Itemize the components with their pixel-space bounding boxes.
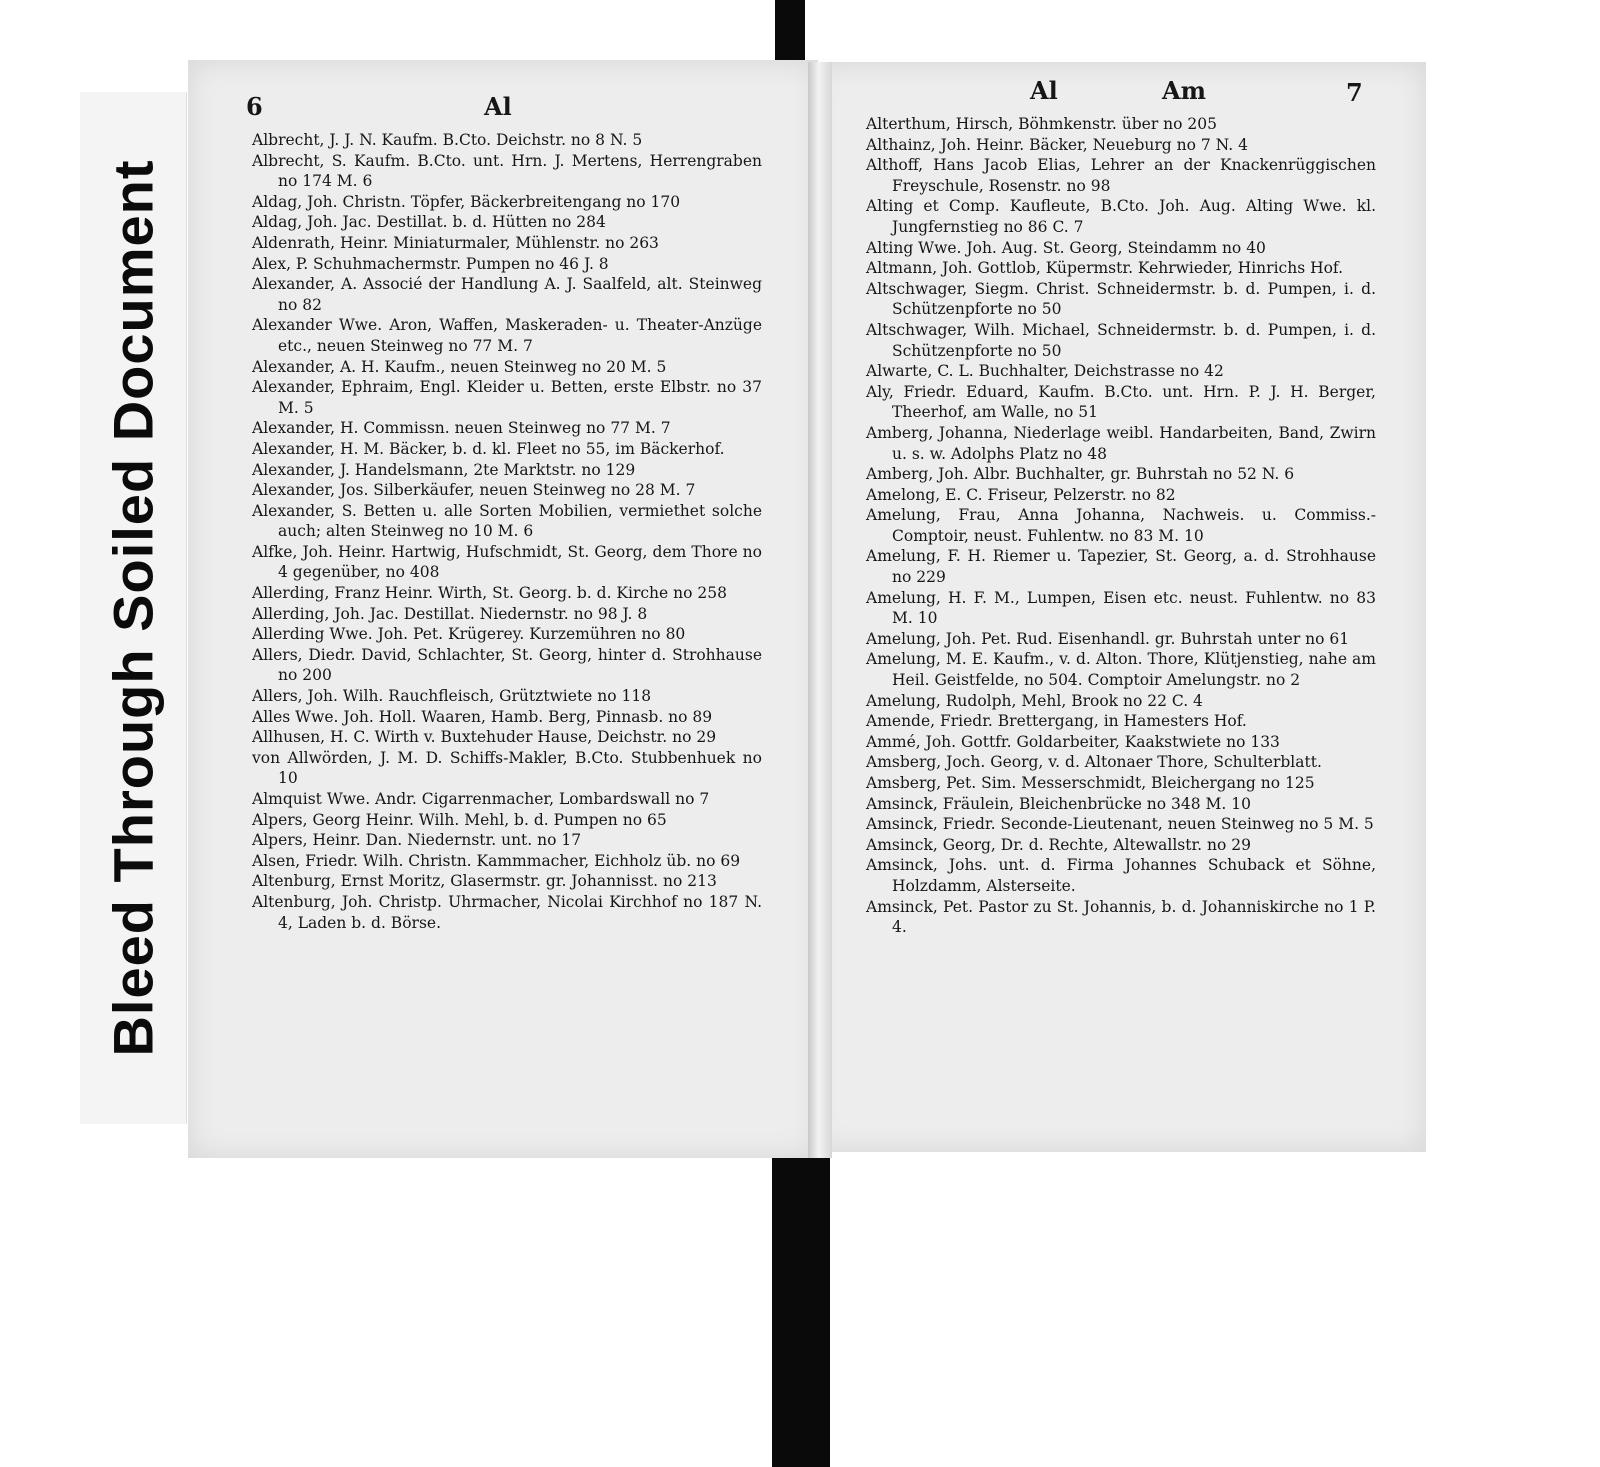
directory-entry: Amberg, Joh. Albr. Buchhalter, gr. Buhrstah no 52 N. 6 (866, 465, 1295, 484)
right-page-header-right: Am (1162, 76, 1207, 105)
directory-entry: Althainz, Joh. Heinr. Bäcker, Neueburg no 7 N. 4 (866, 135, 1248, 154)
directory-entry: Amelong, E. C. Friseur, Pelzerstr. no 82 (866, 485, 1176, 504)
directory-entry: von Allwörden, J. M. D. Schiffs-Makler, B.Cto. Stubbenhuek no 10 (252, 748, 762, 788)
directory-entry: Alterthum, Hirsch, Böhmkenstr. über no 205 (866, 115, 1217, 133)
directory-entry: Amsinck, Johs. unt. d. Firma Johannes Schuback et Söhne, Holzdamm, Alsterseite. (866, 856, 1376, 895)
directory-entry: Amelung, Joh. Pet. Rud. Eisenhandl. gr. Buhrstah unter no 61 (866, 629, 1350, 648)
directory-entry: Amelung, F. H. Riemer u. Tapezier, St. Georg, a. d. Strohhause no 229 (866, 547, 1376, 587)
directory-entry: Amelung, H. F. M., Lumpen, Eisen etc. neust. Fuhlentw. no 83 M. 10 (866, 588, 1376, 628)
directory-entry: Alfke, Joh. Heinr. Hartwig, Hufschmidt, St. Georg, dem Thore no 4 gegenüber, no 408 (252, 542, 762, 582)
directory-entry: Alexander, H. M. Bäcker, b. d. kl. Fleet no 55, im Bäckerhof. (252, 439, 725, 458)
directory-entry: Ammé, Joh. Gottfr. Goldarbeiter, Kaakstwiete no 133 (866, 732, 1280, 751)
left-page-header: Al (484, 92, 512, 121)
directory-entry: Alexander, H. Commissn. neuen Steinweg no 77 M. 7 (252, 419, 671, 438)
directory-entry: Altschwager, Wilh. Michael, Schneidermstr. b. d. Pumpen, i. d. Schützenpforte no 50 (866, 320, 1376, 360)
directory-entry: Altmann, Joh. Gottlob, Küpermstr. Kehrwieder, Hinrichs Hof. (866, 259, 1344, 278)
directory-entry: Amsinck, Friedr. Seconde-Lieutenant, neuen Steinweg no 5 M. 5 (866, 815, 1374, 834)
directory-entry: Althoff, Hans Jacob Elias, Lehrer an der Knackenrüggischen Freyschule, Rosenstr. no 98 (866, 156, 1376, 195)
directory-entry: Aldenrath, Heinr. Miniaturmaler, Mühlenstr. no 263 (252, 233, 659, 252)
right-page-header-left: Al (1030, 76, 1058, 105)
directory-entry: Alting et Comp. Kaufleute, B.Cto. Joh. Aug. Alting Wwe. kl. Jungfernstieg no 86 C. 7 (866, 197, 1376, 236)
document-type-label (80, 92, 187, 1124)
directory-entry: Aldag, Joh. Jac. Destillat. b. d. Hütten no 284 (252, 213, 606, 232)
directory-entry: Allerding, Franz Heinr. Wirth, St. Georg. b. d. Kirche no 258 (252, 584, 727, 603)
directory-entry: Amelung, Rudolph, Mehl, Brook no 22 C. 4 (866, 691, 1203, 710)
directory-entry: Alsen, Friedr. Wilh. Christn. Kammmacher, Eichholz üb. no 69 (252, 851, 741, 870)
directory-entry: Amsberg, Pet. Sim. Messerschmidt, Bleichergang no 125 (866, 774, 1315, 792)
directory-entry: Allers, Diedr. David, Schlachter, St. Georg, hinter d. Strohhause no 200 (252, 645, 762, 685)
document-type-label-text: Bleed Through Soiled Document (101, 159, 165, 1057)
directory-entry: Alexander, Ephraim, Engl. Kleider u. Betten, erste Elbstr. no 37 M. 5 (252, 378, 762, 417)
directory-entry: Amsinck, Pet. Pastor zu St. Johannis, b. d. Johanniskirche no 1 P. 4. (866, 897, 1376, 937)
page-gutter (808, 62, 832, 1158)
directory-entry: Alpers, Georg Heinr. Wilh. Mehl, b. d. Pumpen no 65 (252, 810, 667, 829)
directory-entry: Amende, Friedr. Brettergang, in Hamesters Hof. (866, 712, 1247, 731)
directory-entry: Alexander, J. Handelsmann, 2te Marktstr. no 129 (252, 460, 636, 479)
directory-entry: Alexander, Jos. Silberkäufer, neuen Steinweg no 28 M. 7 (252, 481, 696, 500)
directory-entry: Allerding Wwe. Joh. Pet. Krügerey. Kurzemühren no 80 (252, 625, 686, 644)
right-entry-list (866, 114, 1376, 938)
directory-entry: Altschwager, Siegm. Christ. Schneidermstr. b. d. Pumpen, i. d. Schützenpforte no 50 (866, 279, 1376, 319)
directory-entry: Alexander, A. Associé der Handlung A. J. Saalfeld, alt. Steinweg no 82 (252, 275, 762, 314)
left-entry-list (252, 130, 762, 933)
directory-entry: Alpers, Heinr. Dan. Niedernstr. unt. no 17 (252, 831, 582, 850)
directory-entry: Altenburg, Ernst Moritz, Glasermstr. gr. Johannisst. no 213 (252, 872, 717, 891)
directory-entry: Amelung, Frau, Anna Johanna, Nachweis. u. Commiss.-Comptoir, neust. Fuhlentw. no 83 M. 10 (866, 506, 1376, 545)
directory-entry: Amelung, M. E. Kaufm., v. d. Alton. Thore, Klütjenstieg, nahe am Heil. Geistfelde, no 504. Comptoir Amelungstr. no 2 (866, 650, 1376, 690)
directory-entry: Alting Wwe. Joh. Aug. St. Georg, Steindamm no 40 (866, 238, 1266, 257)
directory-entry: Alles Wwe. Joh. Holl. Waaren, Hamb. Berg, Pinnasb. no 89 (252, 707, 713, 726)
directory-entry: Alexander, A. H. Kaufm., neuen Steinweg no 20 M. 5 (252, 357, 667, 376)
directory-entry: Allers, Joh. Wilh. Rauchfleisch, Grütztwiete no 118 (252, 687, 652, 706)
directory-entry: Alwarte, C. L. Buchhalter, Deichstrasse no 42 (866, 362, 1224, 381)
directory-entry: Amsinck, Fräulein, Bleichenbrücke no 348 M. 10 (866, 794, 1252, 813)
directory-entry: Alexander Wwe. Aron, Waffen, Maskeraden- u. Theater-Anzüge etc., neuen Steinweg no 77 M. 7 (252, 316, 762, 355)
directory-entry: Almquist Wwe. Andr. Cigarrenmacher, Lombardswall no 7 (252, 790, 710, 808)
directory-entry: Albrecht, S. Kaufm. B.Cto. unt. Hrn. J. Mertens, Herrengraben no 174 M. 6 (252, 151, 762, 191)
directory-entry: Amsinck, Georg, Dr. d. Rechte, Altewallstr. no 29 (866, 835, 1251, 854)
directory-entry: Alex, P. Schuhmachermstr. Pumpen no 46 J. 8 (252, 254, 609, 273)
directory-entry: Altenburg, Joh. Christp. Uhrmacher, Nicolai Kirchhof no 187 N. 4, Laden b. d. Börse. (252, 892, 762, 932)
right-page-number: 7 (1346, 78, 1363, 107)
directory-entry: Aldag, Joh. Christn. Töpfer, Bäckerbreitengang no 170 (252, 192, 681, 211)
directory-entry: Allerding, Joh. Jac. Destillat. Niedernstr. no 98 J. 8 (252, 604, 648, 623)
book-spine-bottom (772, 1142, 830, 1467)
directory-entry: Aly, Friedr. Eduard, Kaufm. B.Cto. unt. Hrn. P. J. H. Berger, Theerhof, am Walle, no 51 (866, 382, 1376, 422)
directory-entry: Alexander, S. Betten u. alle Sorten Mobilien, vermiethet solche auch; alten Steinweg no 10 M. 6 (252, 501, 762, 541)
directory-entry: Amsberg, Joch. Georg, v. d. Altonaer Thore, Schulterblatt. (866, 753, 1322, 772)
directory-entry: Allhusen, H. C. Wirth v. Buxtehuder Hause, Deichstr. no 29 (252, 728, 717, 747)
left-page-number: 6 (246, 92, 263, 121)
directory-entry: Albrecht, J. J. N. Kaufm. B.Cto. Deichstr. no 8 N. 5 (252, 131, 643, 149)
directory-entry: Amberg, Johanna, Niederlage weibl. Handarbeiten, Band, Zwirn u. s. w. Adolphs Platz no 48 (866, 423, 1376, 463)
